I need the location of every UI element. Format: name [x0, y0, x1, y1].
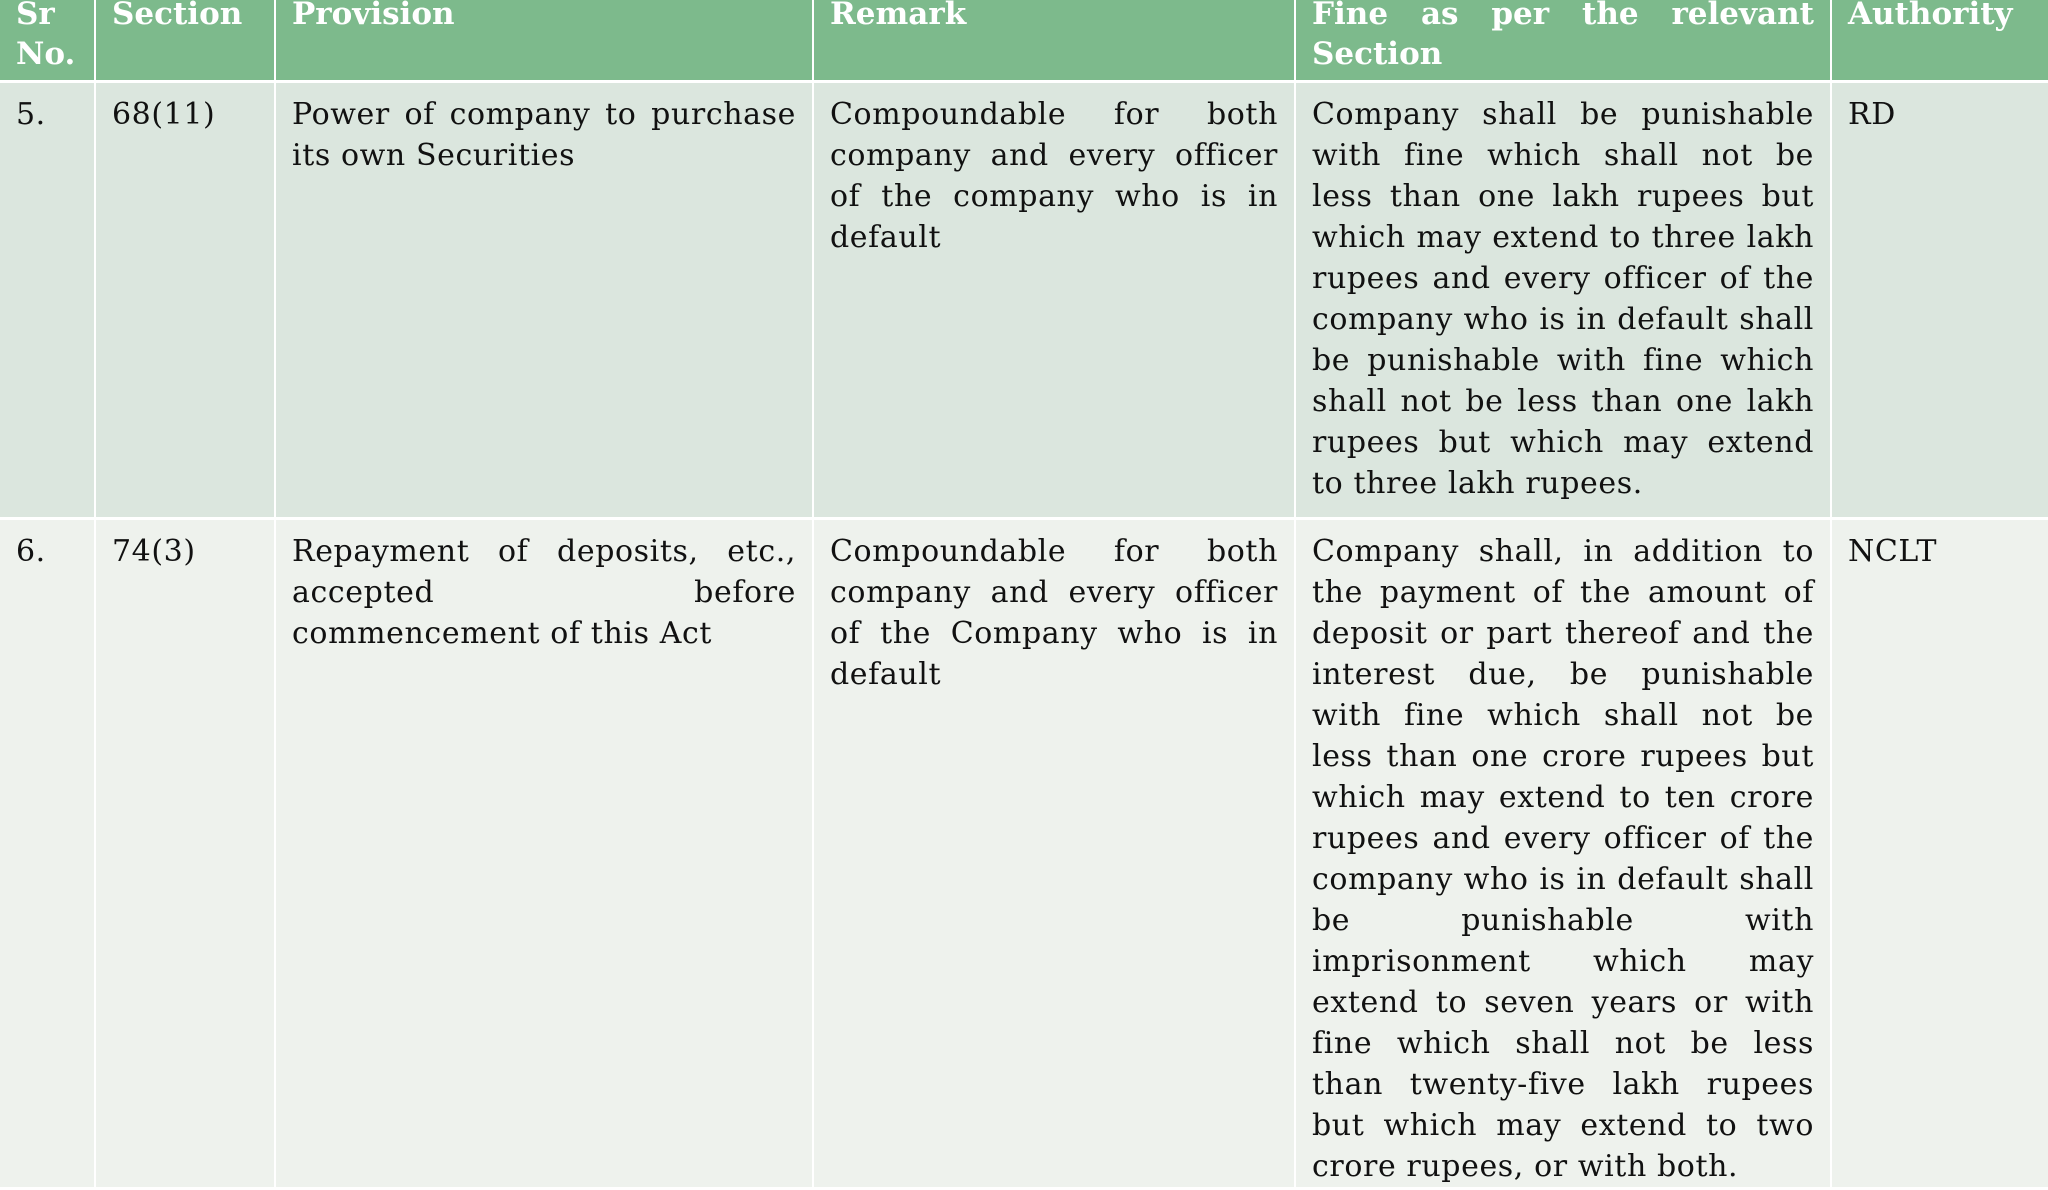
header-provision: [276, 0, 814, 83]
table-header: [0, 0, 2048, 83]
cell-fine: Company shall, in addition to the payment of the amount of deposit or part thereof and the interest due, be punishable with fine which shall not be less than one crore rupees but which may extend to ten crore rupees and every officer of the company who is in default shall be punishable with imprisonment which may extend to seven years or with fine which shall not be less than twenty-five lakh rupees but which may extend to two crore rupees, or with both.: [1296, 520, 1832, 1190]
header-authority: [1832, 0, 2048, 83]
cell-section: 68(11): [96, 83, 276, 520]
cell-fine: Company shall be punishable with fine which shall not be less than one lakh rupees but which may extend to three lakh rupees and every officer of the company who is in default shall be punishable with fine which shall not be less than one lakh rupees but which may extend to three lakh rupees.: [1296, 83, 1832, 520]
header-authority-label: Authority: [1848, 0, 2013, 32]
cell-section: 74(3): [96, 520, 276, 1190]
cell-authority: NCLT: [1832, 520, 2048, 1190]
header-fine: [1296, 0, 1832, 83]
cell-remark: Compoundable for both company and every officer of the company who is in default: [814, 83, 1296, 520]
header-fine-label: Fine as per the relevant Section: [1312, 0, 1814, 72]
header-provision-label: Provision: [292, 0, 455, 32]
cell-provision: Repayment of deposits, etc., accepted before commencement of this Act: [276, 520, 814, 1190]
table-row: [0, 520, 2048, 1190]
header-section: [96, 0, 276, 83]
cell-authority: RD: [1832, 83, 2048, 520]
cell-provision: Power of company to purchase its own Securities: [276, 83, 814, 520]
header-sr-no-label: Sr No.: [16, 0, 76, 72]
cell-sr-no: 6.: [0, 520, 96, 1190]
header-remark-label: Remark: [830, 0, 967, 32]
header-remark: [814, 0, 1296, 83]
table-row: [0, 83, 2048, 520]
header-row: [0, 0, 2048, 83]
header-sr-no: [0, 0, 96, 83]
table-body: [0, 83, 2048, 1190]
cell-sr-no: 5.: [0, 83, 96, 520]
header-section-label: Section: [112, 0, 243, 32]
cell-remark: Compoundable for both company and every officer of the Company who is in default: [814, 520, 1296, 1190]
